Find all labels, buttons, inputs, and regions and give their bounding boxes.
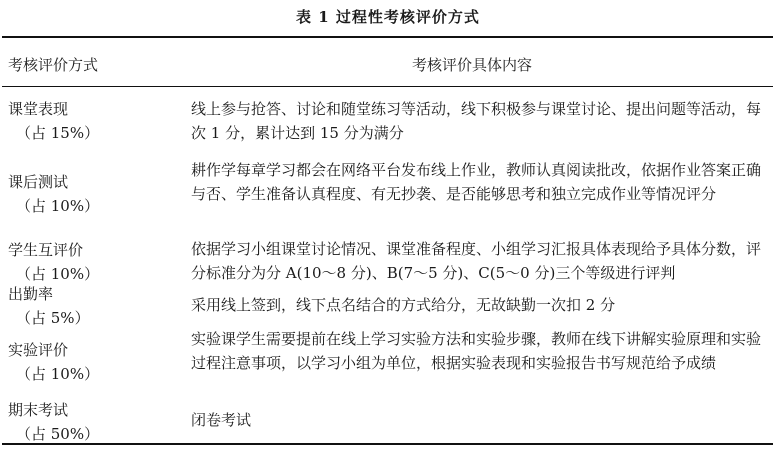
table-row-method: [8, 282, 90, 330]
method-label: 期末考试: [8, 401, 69, 419]
method-weight: （占 10%）: [16, 265, 100, 283]
table-bottom-rule: [2, 443, 773, 445]
table-row-content: 实验课学生需要提前在线上学习实验方法和实验步骤，教师在线下讲解实验原理和实验过程注意事项，以学习小组为单位，根据实验表现和实验报告书写规范给予成绩: [191, 330, 762, 372]
column-header-content: 考核评价具体内容: [412, 56, 533, 74]
table-row-content: 线上参与抢答、讨论和随堂练习等活动，线下积极参与课堂讨论、提出问题等活动，每次 1 分，累计达到 15 分为满分: [191, 100, 762, 142]
table-row-method: [8, 170, 99, 218]
method-weight: （占 10%）: [16, 197, 100, 215]
table-caption: 表 1 过程性考核评价方式: [296, 8, 480, 26]
table-top-rule: [2, 36, 773, 38]
table-row-content: 采用线上签到，线下点名结合的方式给分，无故缺勤一次扣 2 分: [191, 296, 616, 314]
table-row-method: [8, 238, 99, 286]
method-label: 实验评价: [8, 341, 69, 359]
table-header-rule: [2, 86, 773, 87]
table-row-method: [8, 398, 99, 446]
table-row-method: [8, 338, 99, 386]
table-row-method: [8, 97, 99, 145]
method-label: 课堂表现: [8, 100, 69, 118]
table-row-content: 耕作学每章学习都会在网络平台发布线上作业，教师认真阅读批改，依据作业答案正确与否、学生准备认真程度、有无抄袭、是否能够思考和独立完成作业等情况评分: [191, 161, 762, 203]
table-row-content: 依据学习小组课堂讨论情况、课堂准备程度、小组学习汇报具体表现给予具体分数，评分标准分为分 A(10～8 分)、B(7～5 分)、C(5～0 分)三个等级进行评判: [191, 240, 762, 282]
column-header-method: 考核评价方式: [8, 56, 99, 74]
table-row-content: 闭卷考试: [191, 411, 252, 429]
method-weight: （占 15%）: [16, 124, 100, 142]
method-label: 出勤率: [8, 285, 54, 303]
method-weight: （占 10%）: [16, 365, 100, 383]
method-label: 学生互评价: [8, 241, 84, 259]
method-label: 课后测试: [8, 173, 69, 191]
method-weight: （占 50%）: [16, 425, 100, 443]
method-weight: （占 5%）: [16, 309, 90, 327]
